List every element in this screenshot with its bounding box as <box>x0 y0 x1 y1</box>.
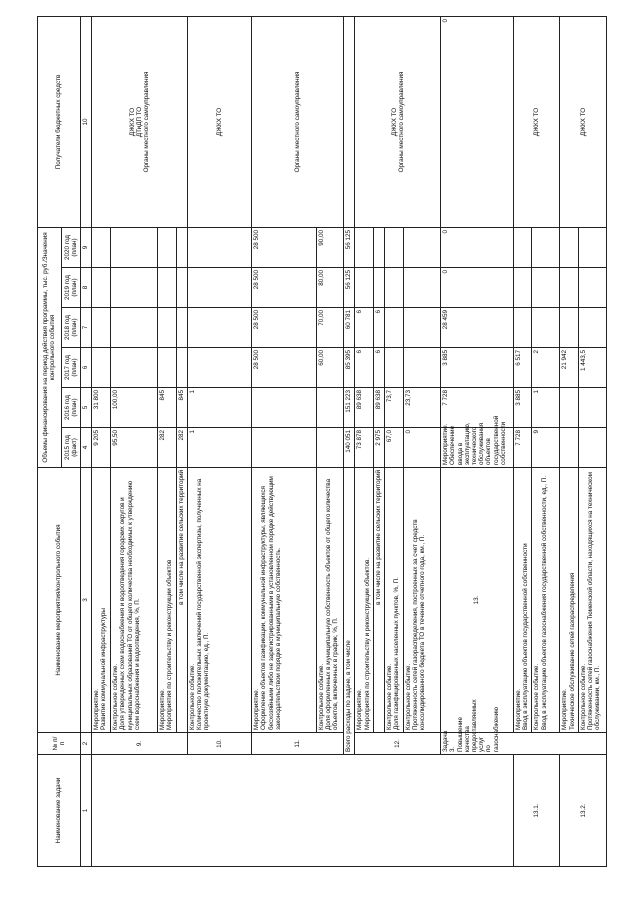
value-cell: 100,00 <box>111 388 158 428</box>
value-cell: 9 205 <box>91 428 110 468</box>
value-cell <box>560 428 579 468</box>
value-cell: 28 500 <box>252 308 316 348</box>
value-cell <box>579 388 607 428</box>
value-cell <box>187 308 251 348</box>
header-year-2018: 2018 год (план) <box>61 308 80 348</box>
value-cell <box>158 268 177 308</box>
value-cell <box>579 308 607 348</box>
header-recipients: Получатели бюджетных средств <box>38 16 81 227</box>
value-cell <box>579 227 607 267</box>
value-cell <box>384 268 403 308</box>
value-cell <box>252 428 316 468</box>
program-finance-table <box>37 16 607 867</box>
value-cell <box>91 268 110 308</box>
task-3-name: Задача 3. Повышение качества предоставляемых услуг по газоснабжению <box>441 733 607 755</box>
value-cell: 60,00 <box>316 348 344 388</box>
value-cell <box>176 308 187 348</box>
value-cell: 6 <box>355 308 374 348</box>
value-cell <box>513 268 532 308</box>
value-cell: 6 <box>355 348 374 388</box>
value-cell <box>384 348 403 388</box>
event-cell: Мероприятие. Мероприятия по строительству и реконструкции объектов <box>158 468 177 733</box>
value-cell: 1 <box>187 428 251 468</box>
value-cell <box>91 348 110 388</box>
event-cell: Контрольное событие. Протяженность сетей газоснабжения Тюменской области, находящихся на техническом обслуживании, км., П. <box>579 468 607 733</box>
value-cell <box>111 268 158 308</box>
recipient-cell: ДЖКХ ТО <box>187 16 251 227</box>
recipient-cell: ДЖКХ ТО <box>513 16 560 227</box>
header-year-2019: 2019 год (план) <box>61 268 80 308</box>
event-cell: Контрольное событие. Доля утвержденных схем водоснабжения и водоотведения городских округов и муниципальных образований ТО от общего количества необходимых к утверждению схем водоснабжения и водоотведения, %, П. <box>111 468 158 733</box>
column-numbers-row <box>80 16 91 866</box>
header-year-2015: 2015 год (факт) <box>61 428 80 468</box>
value-cell <box>403 268 441 308</box>
header-year-2017: 2017 год (план) <box>61 348 80 388</box>
value-cell <box>355 268 374 308</box>
value-cell: 140 051 <box>344 428 355 468</box>
colnum: 10 <box>80 16 91 227</box>
value-cell: 28 459 <box>441 308 514 348</box>
header-year-2020: 2020 год (план) <box>61 227 80 267</box>
value-cell: 0 <box>441 268 514 308</box>
event-cell: Контрольное событие. Доля оформленных в муниципальную собственность объектов от общего количества объектов, включенных в график, %, П. <box>316 468 344 733</box>
value-cell: 60 781 <box>344 308 355 348</box>
value-cell: 56 125 <box>344 268 355 308</box>
value-cell: 3 885 <box>513 388 532 428</box>
value-cell: 2 975 <box>374 428 385 468</box>
value-cell <box>513 308 532 348</box>
event-cell: Контрольное событие. Ввод в эксплуатацию объектов газоснабжения государственной собственности, ед., П. <box>532 468 560 733</box>
value-cell <box>91 308 110 348</box>
value-cell: 282 <box>158 428 177 468</box>
event-cell: Мероприятие. Ввод в эксплуатацию объектов государственной собственности <box>513 468 532 733</box>
event-subcell: в том числе на развитие сельских территорий <box>176 468 187 733</box>
value-cell <box>111 348 158 388</box>
value-cell <box>187 227 251 267</box>
value-cell: 89 638 <box>374 388 385 428</box>
value-cell: 31 800 <box>91 388 110 428</box>
value-cell: 90,00 <box>316 227 344 267</box>
value-cell: 85 395 <box>344 348 355 388</box>
value-cell <box>532 308 560 348</box>
value-cell: 6 517 <box>513 348 532 388</box>
event-cell: Мероприятие. Оформление объектов газификации, коммунальной инфраструктуры, являющихся бесхозяйными либо не зарегистрированными в установленном порядке действующим законодательством порядке в муниципальную собственность. <box>252 468 316 733</box>
value-cell <box>91 227 110 267</box>
colnum: 7 <box>80 308 91 348</box>
value-cell: 0 <box>403 428 441 468</box>
value-cell <box>176 268 187 308</box>
colnum: 1 <box>80 755 91 867</box>
value-cell: 21 942 <box>560 348 579 388</box>
value-cell: 73,7 <box>384 388 403 428</box>
value-cell: 28 500 <box>252 348 316 388</box>
value-cell: 0 <box>441 227 514 267</box>
value-cell: 282 <box>176 428 187 468</box>
value-cell <box>355 227 374 267</box>
colnum: 6 <box>80 348 91 388</box>
value-cell <box>560 308 579 348</box>
total-row <box>344 16 355 866</box>
value-cell: 9 <box>532 428 560 468</box>
event-cell: Мероприятие. Развитие коммунальной инфраструктуры <box>91 468 110 733</box>
value-cell <box>532 268 560 308</box>
colnum: 4 <box>80 428 91 468</box>
row-num: 9. <box>91 733 187 755</box>
value-cell: 67,0 <box>384 428 403 468</box>
row-num: 11. <box>252 733 344 755</box>
value-cell <box>579 428 607 468</box>
value-cell <box>560 388 579 428</box>
value-cell <box>158 308 177 348</box>
event-subcell: в том числе на развитие сельских территорий <box>374 468 385 733</box>
colnum: 8 <box>80 268 91 308</box>
event-cell: Контрольное событие. Протяженность сетей газораспределения, построенных за счет средств консолидированного бюджета ТО в течение отчетного года, км., П. <box>403 468 441 733</box>
recipient-cell-empty <box>344 16 355 227</box>
value-cell: 28 500 <box>252 268 316 308</box>
value-cell: 28 500 <box>252 227 316 267</box>
value-cell <box>384 308 403 348</box>
value-cell <box>532 227 560 267</box>
value-cell <box>403 308 441 348</box>
table-row <box>355 16 374 866</box>
value-cell <box>252 388 316 428</box>
value-cell: 95,50 <box>111 428 158 468</box>
value-cell: 1 <box>532 388 560 428</box>
value-cell: 73 878 <box>355 428 374 468</box>
value-cell: 6 <box>374 308 385 348</box>
header-num: № п/п <box>38 733 81 755</box>
event-cell: Мероприятие. Обеспечение ввода в эксплуатацию, технического обслуживания объектов государственной собственности <box>441 428 514 468</box>
value-cell <box>403 227 441 267</box>
value-cell <box>374 227 385 267</box>
recipient-cell: ДЖКХ ТО Органы местного самоуправления <box>355 16 441 227</box>
recipient-cell: ДЖКХ ТО <box>560 16 607 227</box>
value-cell: 7 728 <box>513 428 532 468</box>
value-cell: 70,00 <box>316 308 344 348</box>
value-cell: 89 638 <box>355 388 374 428</box>
row-num: 12. <box>355 733 441 755</box>
value-cell: 3 885 <box>441 348 514 388</box>
header-event-name: Наименование мероприятия/контрольного события <box>38 468 81 733</box>
value-cell: 7 728 <box>441 388 514 428</box>
header-task-name: Наименование задачи <box>38 755 81 867</box>
row-num: 13. <box>441 468 514 733</box>
value-cell <box>176 348 187 388</box>
header-year-2016: 2016 год (план) <box>61 388 80 428</box>
table-row <box>91 16 110 866</box>
colnum: 2 <box>80 733 91 755</box>
total-label: Всего расходы по задаче, в том числе <box>344 468 355 755</box>
table-row <box>187 16 251 866</box>
header-finance-group: Объемы финансирования на период действия программы, тыс. руб./Значения контрольного события <box>38 227 62 467</box>
row-num: 13.1. <box>513 755 560 867</box>
colnum: 3 <box>80 468 91 733</box>
value-cell: 1 443,5 <box>579 348 607 388</box>
row-num: 10. <box>187 733 251 755</box>
task-cell-empty <box>91 755 513 867</box>
value-cell <box>176 227 187 267</box>
value-cell: 151 223 <box>344 388 355 428</box>
colnum: 5 <box>80 388 91 428</box>
value-cell: 0 <box>441 16 514 227</box>
row-num: 13.2. <box>560 755 607 867</box>
rotated-table-container <box>37 17 607 867</box>
value-cell: 845 <box>176 388 187 428</box>
value-cell <box>384 227 403 267</box>
value-cell <box>579 268 607 308</box>
value-cell <box>316 428 344 468</box>
event-cell: Мероприятие. Техническое обслуживание сетей газораспределения <box>560 468 579 733</box>
table-row <box>252 16 316 866</box>
value-cell: 1 <box>187 388 251 428</box>
recipient-cell: ДЖКХ ТО ДТиДП ТО Органы местного самоуправления <box>91 16 187 227</box>
event-cell: Контрольное событие. Количество положительных заключений государственной экспертизы, полученных на проектную документацию, ед., П. <box>187 468 251 733</box>
value-cell: 23,73 <box>403 388 441 428</box>
value-cell <box>187 268 251 308</box>
value-cell <box>316 388 344 428</box>
value-cell <box>158 227 177 267</box>
value-cell <box>111 308 158 348</box>
value-cell <box>403 348 441 388</box>
table-row <box>441 16 514 866</box>
value-cell <box>187 348 251 388</box>
value-cell: 56 125 <box>344 227 355 267</box>
value-cell: 2 <box>532 348 560 388</box>
recipient-cell: Органы местного самоуправления <box>252 16 344 227</box>
event-cell: Контрольное событие. Доля газифицированных населенных пунктов, %, П. <box>384 468 403 733</box>
value-cell: 6 <box>374 348 385 388</box>
value-cell <box>374 268 385 308</box>
value-cell <box>513 227 532 267</box>
value-cell <box>560 227 579 267</box>
value-cell <box>560 268 579 308</box>
value-cell: 80,00 <box>316 268 344 308</box>
value-cell <box>111 227 158 267</box>
value-cell <box>158 348 177 388</box>
value-cell: 845 <box>158 388 177 428</box>
colnum: 9 <box>80 227 91 267</box>
event-cell: Мероприятие. Мероприятия по строительству и реконструкции объектов. <box>355 468 374 733</box>
